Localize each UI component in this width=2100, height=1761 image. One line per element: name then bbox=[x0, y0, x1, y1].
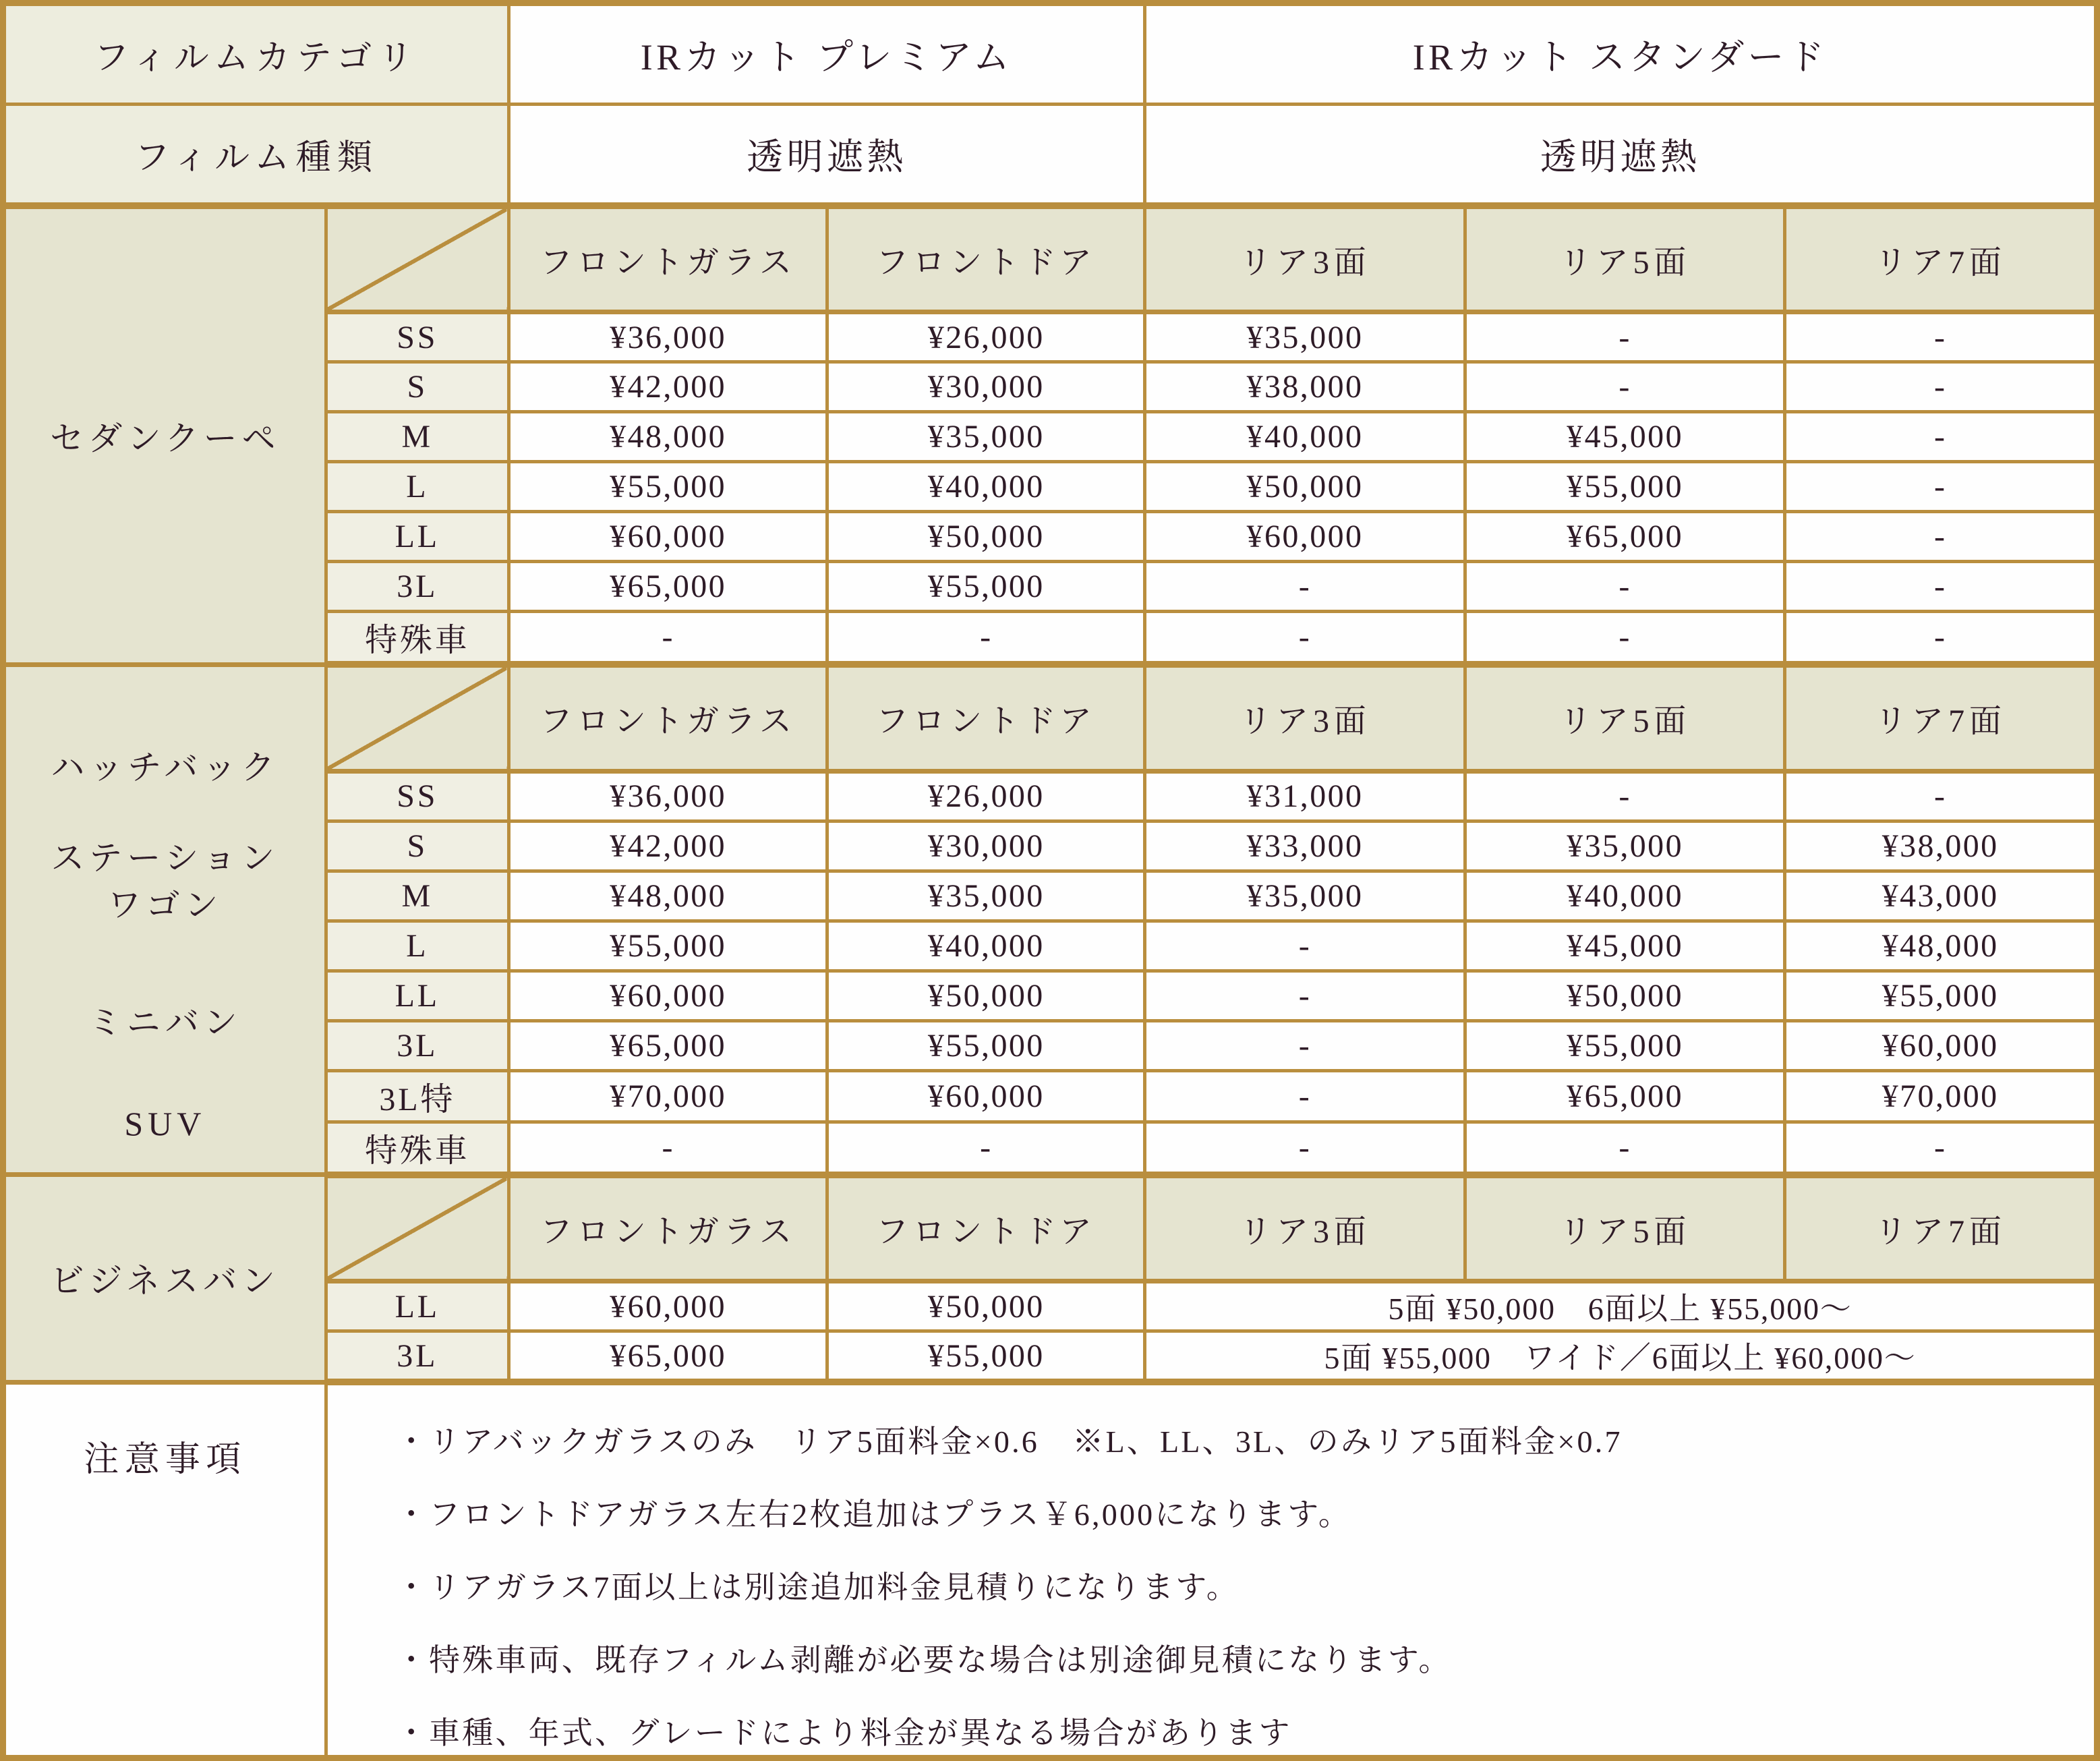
column-header: フロントドア bbox=[827, 206, 1145, 312]
column-header: リア3面 bbox=[1145, 1175, 1465, 1281]
price-cell: ¥70,000 bbox=[508, 1070, 827, 1122]
price-cell: - bbox=[1145, 1070, 1465, 1122]
price-cell: - bbox=[827, 612, 1145, 665]
size-label: L bbox=[326, 462, 508, 512]
column-header: フロントドア bbox=[827, 664, 1145, 771]
price-cell: ¥35,000 bbox=[1145, 312, 1465, 362]
vehicle-line: SUV bbox=[124, 1105, 206, 1143]
price-cell: ¥50,000 bbox=[827, 971, 1145, 1020]
size-label: S bbox=[326, 821, 508, 871]
size-label: 3L bbox=[326, 1331, 508, 1383]
film-category-label: フィルムカテゴリ bbox=[3, 3, 509, 105]
note-item: ・特殊車両、既存フィルム剥離が必要な場合は別途御見積になります。 bbox=[395, 1643, 1452, 1677]
price-cell: - bbox=[1465, 312, 1784, 362]
price-cell: ¥26,000 bbox=[827, 771, 1145, 821]
price-cell: - bbox=[1145, 612, 1465, 665]
size-label: 特殊車 bbox=[326, 612, 508, 665]
standard-title: IRカット スタンダード bbox=[1145, 3, 2097, 105]
price-cell: ¥55,000 bbox=[1465, 462, 1784, 512]
price-cell: ¥65,000 bbox=[1465, 1070, 1784, 1122]
diagonal-cell bbox=[326, 664, 508, 771]
price-cell: - bbox=[1145, 562, 1465, 612]
price-cell: - bbox=[1785, 562, 2097, 612]
film-category-row bbox=[3, 3, 2097, 105]
price-cell: ¥50,000 bbox=[827, 1281, 1145, 1331]
price-cell: ¥42,000 bbox=[508, 821, 827, 871]
price-cell: ¥33,000 bbox=[1145, 821, 1465, 871]
hatchback-header-row bbox=[3, 664, 2097, 771]
price-cell: ¥60,000 bbox=[508, 1281, 827, 1331]
column-header: リア7面 bbox=[1785, 664, 2097, 771]
price-cell: ¥50,000 bbox=[827, 512, 1145, 562]
column-header: リア7面 bbox=[1785, 206, 2097, 312]
price-cell: ¥38,000 bbox=[1145, 362, 1465, 412]
notes-label: 注意事項 bbox=[3, 1382, 326, 1758]
size-label: L bbox=[326, 921, 508, 971]
column-header: フロントガラス bbox=[508, 664, 827, 771]
price-cell: - bbox=[1465, 1122, 1784, 1175]
price-cell: ¥31,000 bbox=[1145, 771, 1465, 821]
price-cell: - bbox=[1465, 612, 1784, 665]
price-cell: - bbox=[1465, 771, 1784, 821]
price-cell: - bbox=[508, 1122, 827, 1175]
price-cell: - bbox=[1145, 921, 1465, 971]
price-cell: ¥55,000 bbox=[1785, 971, 2097, 1020]
price-cell: ¥30,000 bbox=[827, 821, 1145, 871]
price-cell: ¥60,000 bbox=[1145, 512, 1465, 562]
column-header: リア5面 bbox=[1465, 664, 1784, 771]
premium-film-type: 透明遮熱 bbox=[508, 105, 1144, 206]
price-cell: ¥36,000 bbox=[508, 312, 827, 362]
price-cell: ¥48,000 bbox=[508, 871, 827, 921]
price-cell: - bbox=[1785, 412, 2097, 462]
price-cell: ¥55,000 bbox=[827, 562, 1145, 612]
price-cell: - bbox=[1785, 362, 2097, 412]
price-cell: ¥40,000 bbox=[1465, 871, 1784, 921]
price-cell: ¥50,000 bbox=[1465, 971, 1784, 1020]
column-header: リア3面 bbox=[1145, 206, 1465, 312]
price-cell: ¥55,000 bbox=[508, 462, 827, 512]
size-label: SS bbox=[326, 312, 508, 362]
price-cell: ¥65,000 bbox=[508, 1020, 827, 1070]
price-cell: - bbox=[1465, 362, 1784, 412]
column-header: フロントドア bbox=[827, 1175, 1145, 1281]
price-cell: ¥70,000 bbox=[1785, 1070, 2097, 1122]
note-item: ・リアガラス7面以上は別途追加料金見積りになります。 bbox=[395, 1570, 1239, 1605]
size-label: LL bbox=[326, 512, 508, 562]
notes-list bbox=[328, 1386, 2093, 1754]
column-header: フロントガラス bbox=[508, 1175, 827, 1281]
price-cell: ¥40,000 bbox=[827, 921, 1145, 971]
column-header: リア5面 bbox=[1465, 1175, 1784, 1281]
vehicle-label-hatchback bbox=[3, 664, 326, 1175]
price-cell: ¥36,000 bbox=[508, 771, 827, 821]
price-cell: - bbox=[1465, 562, 1784, 612]
price-cell: ¥35,000 bbox=[1145, 871, 1465, 921]
price-cell: ¥65,000 bbox=[1465, 512, 1784, 562]
size-label: LL bbox=[326, 971, 508, 1020]
price-cell: - bbox=[1145, 1122, 1465, 1175]
rear-combined-price-cell: 5面 ¥50,000 6面以上 ¥55,000～ bbox=[1145, 1281, 2097, 1331]
price-cell: ¥30,000 bbox=[827, 362, 1145, 412]
price-cell: ¥35,000 bbox=[827, 412, 1145, 462]
price-cell: ¥60,000 bbox=[508, 512, 827, 562]
price-cell: - bbox=[1785, 1122, 2097, 1175]
price-cell: - bbox=[1785, 612, 2097, 665]
price-cell: - bbox=[827, 1122, 1145, 1175]
price-cell: - bbox=[1145, 1020, 1465, 1070]
vehicle-line: ハッチバック bbox=[51, 749, 280, 787]
price-cell: ¥45,000 bbox=[1465, 921, 1784, 971]
note-item: ・リアバックガラスのみ リア5面料金×0.6 ※L、LL、3L、のみリア5面料金×0.7 bbox=[395, 1424, 1623, 1459]
note-item: ・フロントドアガラス左右2枚追加はプラス￥6,000になります。 bbox=[395, 1497, 1352, 1532]
price-cell: ¥55,000 bbox=[827, 1020, 1145, 1070]
vehicle-label-lines bbox=[7, 691, 324, 1147]
price-cell: ¥35,000 bbox=[1465, 821, 1784, 871]
price-cell: ¥42,000 bbox=[508, 362, 827, 412]
price-cell: ¥35,000 bbox=[827, 871, 1145, 921]
vehicle-label-sedan: セダンクーペ bbox=[3, 206, 326, 665]
column-header: リア3面 bbox=[1145, 664, 1465, 771]
note-item: ・車種、年式、グレードにより料金が異なる場合があります bbox=[395, 1716, 1292, 1750]
premium-title: IRカット プレミアム bbox=[508, 3, 1144, 105]
film-type-row bbox=[3, 105, 2097, 206]
price-cell: ¥43,000 bbox=[1785, 871, 2097, 921]
notes-row bbox=[3, 1382, 2097, 1758]
van-header-row bbox=[3, 1175, 2097, 1281]
diagonal-cell bbox=[326, 206, 508, 312]
vehicle-line: ワゴン bbox=[107, 886, 223, 925]
price-cell: ¥26,000 bbox=[827, 312, 1145, 362]
price-cell: ¥60,000 bbox=[1785, 1020, 2097, 1070]
price-cell: ¥60,000 bbox=[827, 1070, 1145, 1122]
column-header: リア5面 bbox=[1465, 206, 1784, 312]
price-cell: ¥55,000 bbox=[1465, 1020, 1784, 1070]
price-cell: - bbox=[1785, 771, 2097, 821]
diagonal-cell bbox=[326, 1175, 508, 1281]
sedan-header-row bbox=[3, 206, 2097, 312]
vehicle-line: ステーション bbox=[51, 839, 280, 877]
price-cell: ¥65,000 bbox=[508, 1331, 827, 1383]
size-label: SS bbox=[326, 771, 508, 821]
price-cell: ¥50,000 bbox=[1145, 462, 1465, 512]
price-cell: - bbox=[1785, 312, 2097, 362]
size-label: S bbox=[326, 362, 508, 412]
film-type-label: フィルム種類 bbox=[3, 105, 509, 206]
size-label: 3L bbox=[326, 1020, 508, 1070]
price-cell: ¥45,000 bbox=[1465, 412, 1784, 462]
notes-body bbox=[326, 1382, 2097, 1758]
size-label: M bbox=[326, 412, 508, 462]
price-cell: ¥60,000 bbox=[508, 971, 827, 1020]
vehicle-label-van: ビジネスバン bbox=[3, 1175, 326, 1383]
price-cell: - bbox=[508, 612, 827, 665]
price-cell: ¥48,000 bbox=[508, 412, 827, 462]
price-cell: - bbox=[1145, 971, 1465, 1020]
price-cell: ¥55,000 bbox=[508, 921, 827, 971]
price-cell: - bbox=[1785, 512, 2097, 562]
size-label: M bbox=[326, 871, 508, 921]
price-cell: - bbox=[1785, 462, 2097, 512]
standard-film-type: 透明遮熱 bbox=[1145, 105, 2097, 206]
rear-combined-price-cell: 5面 ¥55,000 ワイド／6面以上 ¥60,000～ bbox=[1145, 1331, 2097, 1383]
price-cell: ¥65,000 bbox=[508, 562, 827, 612]
size-label: 特殊車 bbox=[326, 1122, 508, 1175]
price-cell: ¥40,000 bbox=[827, 462, 1145, 512]
size-label: 3L bbox=[326, 562, 508, 612]
column-header: フロントガラス bbox=[508, 206, 827, 312]
size-label: 3L特 bbox=[326, 1070, 508, 1122]
price-cell: ¥38,000 bbox=[1785, 821, 2097, 871]
column-header: リア7面 bbox=[1785, 1175, 2097, 1281]
size-label: LL bbox=[326, 1281, 508, 1331]
price-cell: ¥48,000 bbox=[1785, 921, 2097, 971]
price-cell: ¥40,000 bbox=[1145, 412, 1465, 462]
vehicle-line: ミニバン bbox=[88, 1004, 242, 1042]
price-cell: ¥55,000 bbox=[827, 1331, 1145, 1383]
